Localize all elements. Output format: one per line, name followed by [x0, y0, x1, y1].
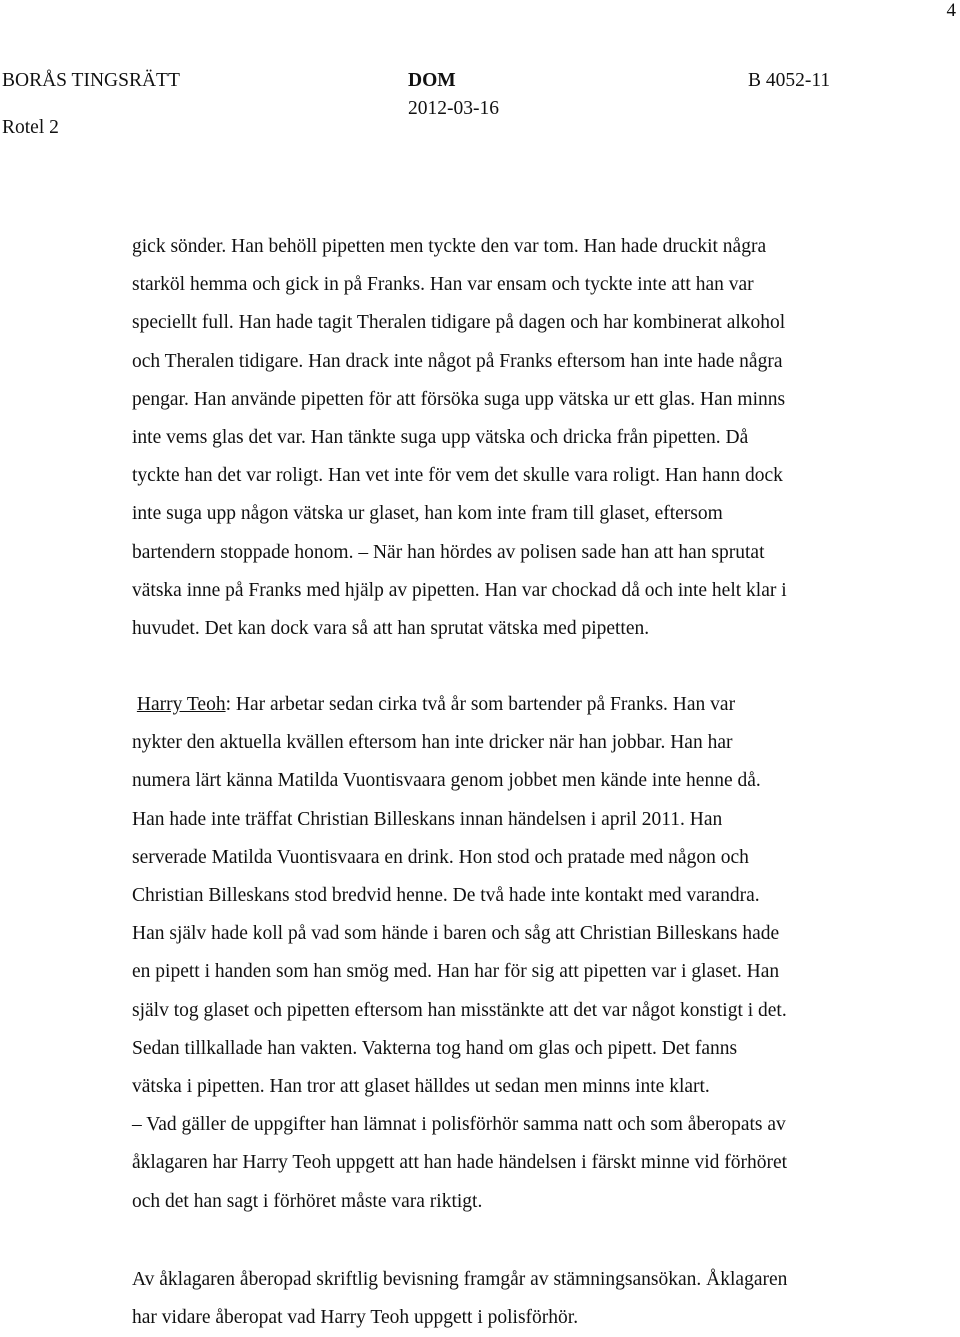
witness-name: Harry Teoh: [136, 694, 226, 715]
paragraph-witness-statement: [132, 686, 892, 1221]
text-line: Han själv hade koll på vad som hände i baren och såg att Christian Billeskans hade: [132, 923, 780, 945]
text-line: och det han sagt i förhöret måste vara riktigt.: [132, 1190, 483, 1212]
text-line: vätska i pipetten. Han tror att glaset hälldes ut sedan men minns inte klart.: [132, 1076, 710, 1098]
paragraph-defendant-statement: [132, 228, 892, 648]
text-line: och Theralen tidigare. Han drack inte något på Franks eftersom han inte hade några: [132, 350, 783, 372]
text-line: Sedan tillkallade han vakten. Vakterna tog hand om glas och pipett. Det fanns: [132, 1037, 738, 1059]
text-line: pengar. Han använde pipetten för att försöka suga upp vätska ur ett glas. Han minns: [132, 388, 786, 410]
division: Rotel 2: [2, 117, 59, 138]
court-name: BORÅS TINGSRÄTT: [2, 70, 180, 91]
text-line: inte suga upp någon vätska ur glaset, han kom inte fram till glaset, eftersom: [132, 503, 723, 525]
text-line: [132, 686, 892, 724]
text-line: inte vems glas det var. Han tänkte suga upp vätska och dricka från pipetten. Då: [132, 427, 749, 449]
text-line: Christian Billeskans stod bredvid henne. De två hade inte kontakt med varandra.: [132, 885, 760, 907]
text-line: vätska inne på Franks med hjälp av pipetten. Han var chockad då och inte helt klar i: [132, 579, 787, 601]
text-line: serverade Matilda Vuontisvaara en drink. Hon stod och pratade med någon och: [132, 846, 749, 868]
text-line: speciellt full. Han hade tagit Theralen tidigare på dagen och har kombinerat alkohol: [132, 312, 786, 334]
text-line: själv tog glaset och pipetten eftersom han misstänkte att det var något konstigt i det.: [132, 999, 787, 1021]
text-line: Han hade inte träffat Christian Billeskans innan händelsen i april 2011. Han: [132, 808, 723, 830]
text-fragment: : Har arbetar sedan cirka två år som bartender på Franks. Han var: [225, 694, 736, 715]
text-line: huvudet. Det kan dock vara så att han sprutat vätska med pipetten.: [132, 618, 650, 640]
text-line: – Vad gäller de uppgifter han lämnat i polisförhör samma natt och som åberopats av: [132, 1114, 786, 1136]
text-line: tyckte han det var roligt. Han vet inte för vem det skulle vara roligt. Han hann dock: [132, 465, 783, 487]
document-type: DOM: [408, 70, 456, 91]
text-line: Av åklagaren åberopad skriftlig bevisning framgår av stämningsansökan. Åklagaren: [132, 1269, 788, 1290]
text-line: åklagaren har Harry Teoh uppgett att han hade händelsen i färskt minne vid förhöret: [132, 1152, 788, 1174]
text-line: starköl hemma och gick in på Franks. Han var ensam och tyckte inte att han var: [132, 274, 754, 296]
text-line: en pipett i handen som han smög med. Han har för sig att pipetten var i glaset. Han: [132, 961, 780, 983]
text-line: har vidare åberopat vad Harry Teoh uppgett i polisförhör.: [132, 1307, 579, 1329]
text-line: numera lärt känna Matilda Vuontisvaara genom jobbet men kände inte henne då.: [132, 770, 761, 792]
text-line: bartendern stoppade honom. – När han hördes av polisen sade han att han sprutat: [132, 541, 765, 563]
paragraph-written-evidence: [132, 1261, 892, 1337]
page-number: 4: [946, 0, 956, 21]
text-line: gick sönder. Han behöll pipetten men tyckte den var tom. Han hade druckit några: [132, 236, 767, 257]
document-date: 2012-03-16: [408, 98, 499, 119]
case-number: B 4052-11: [748, 70, 831, 91]
text-line: nykter den aktuella kvällen eftersom han inte dricker när han jobbar. Han har: [132, 732, 733, 754]
